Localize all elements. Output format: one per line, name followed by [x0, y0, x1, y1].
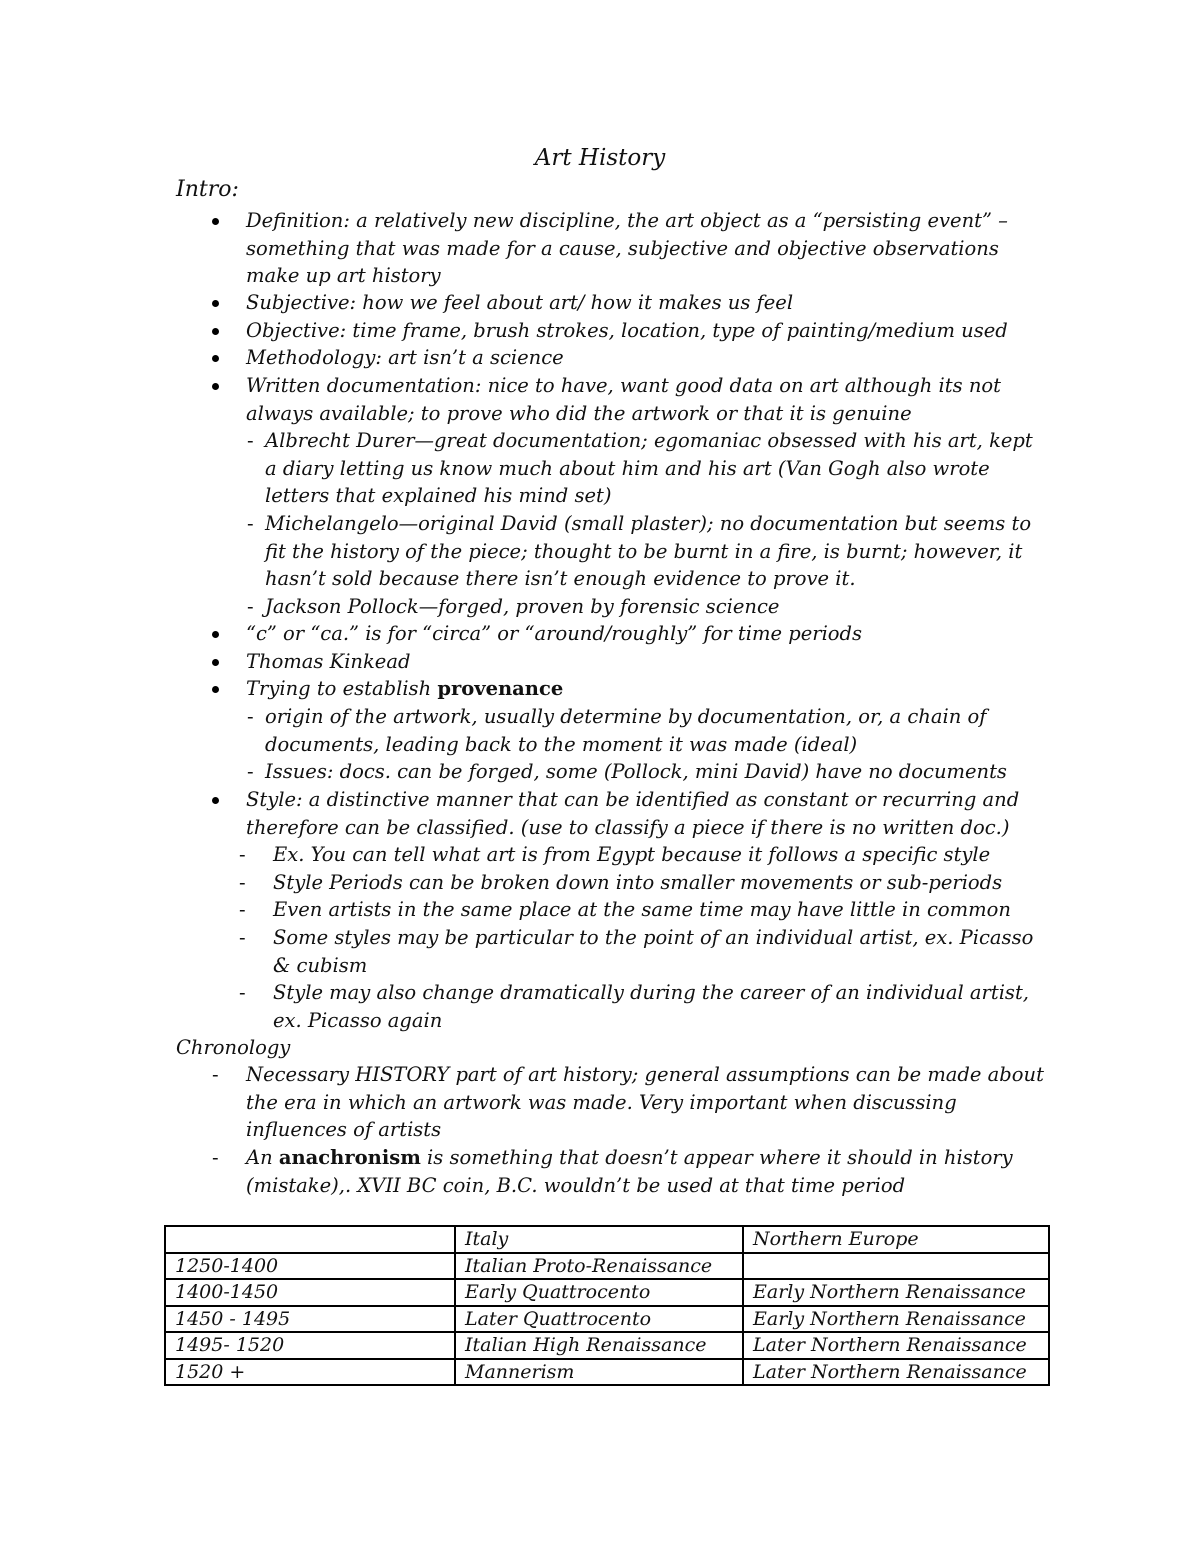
table-cell: 1520 +: [165, 1359, 455, 1386]
sub-item-style-periods: - Style Periods can be broken down into smaller movements or sub-periods: [273, 869, 1002, 897]
sub-item-style-change: - Style may also change dramatically during the career of an individual artist, ex. Picasso again: [239, 981, 1029, 1032]
dash-icon: -: [239, 871, 246, 894]
bullet-icon: [212, 659, 219, 666]
bullet-icon: [212, 300, 219, 307]
bullet-icon: [212, 797, 219, 804]
bullet-icon: [212, 328, 219, 335]
list-item-style: Style: a distinctive manner that can be identified as constant or recurring and therefore can be classified. (use to classify a piece if there is no written doc.): [246, 786, 1019, 841]
list-item-subjective: Subjective: how we feel about art/ how it makes us feel: [246, 289, 793, 317]
chronology-heading: Chronology: [176, 1036, 291, 1059]
sub-item-michelangelo: - Michelangelo—original David (small plaster); no documentation but seems to fit the history of the piece; thought to be burnt in a fire, is burnt; however, it hasn’t sold because there isn’t enough evidence to prove it.: [247, 512, 1032, 590]
table-cell: Early Northern Renaissance: [743, 1279, 1049, 1306]
table-cell: Italian Proto-Renaissance: [455, 1253, 743, 1280]
sub-item-anachronism: - An anachronism is something that doesn’t appear where it should in history (mistake),. XVII BC coin, B.C. wouldn’t be used at that time period: [212, 1146, 1013, 1197]
dash-icon: -: [212, 1063, 219, 1086]
dash-icon: -: [239, 981, 246, 1004]
list-item-provenance: Trying to establish provenance: [246, 675, 563, 703]
bullet-icon: [212, 686, 219, 693]
table-header-cell: Italy: [455, 1226, 743, 1253]
provenance-term: provenance: [437, 677, 564, 700]
intro-heading: Intro:: [176, 177, 239, 202]
anachronism-term: anachronism: [278, 1146, 421, 1169]
sub-item-durer: - Albrecht Durer—great documentation; egomaniac obsessed with his art, kept a diary letting us know much about him and his art (Van Gogh also wrote letters that explained his mind set): [247, 429, 1033, 507]
table-header-row: [165, 1226, 1049, 1253]
dash-icon: -: [247, 429, 254, 452]
period-table: [164, 1225, 1050, 1386]
table-cell: Early Northern Renaissance: [743, 1306, 1049, 1333]
dash-icon: -: [239, 843, 246, 866]
bullet-icon: [212, 631, 219, 638]
table-header-cell: [165, 1226, 455, 1253]
table-cell: 1400-1450: [165, 1279, 455, 1306]
list-item-objective: Objective: time frame, brush strokes, location, type of painting/medium used: [246, 317, 1008, 345]
dash-icon: -: [239, 926, 246, 949]
table-cell: 1450 - 1495: [165, 1306, 455, 1333]
table-cell: Mannerism: [455, 1359, 743, 1386]
table-cell: Later Quattrocento: [455, 1306, 743, 1333]
list-item-kinkead: Thomas Kinkead: [246, 648, 410, 676]
table-row: [165, 1279, 1049, 1306]
sub-item-style-artists: - Even artists in the same place at the same time may have little in common: [273, 896, 1011, 924]
dash-icon: -: [247, 512, 254, 535]
table-row: [165, 1332, 1049, 1359]
table-cell: 1250-1400: [165, 1253, 455, 1280]
sub-item-origin: - origin of the artwork, usually determine by documentation, or, a chain of documents, leading back to the moment it was made (ideal): [247, 705, 987, 756]
table-row: [165, 1253, 1049, 1280]
list-item-circa: “c” or “ca.” is for “circa” or “around/roughly” for time periods: [246, 620, 862, 648]
bullet-icon: [212, 355, 219, 362]
table-row: [165, 1306, 1049, 1333]
sub-item-necessary-history: - Necessary HISTORY part of art history; general assumptions can be made about the era in which an artwork was made. Very important when discussing influences of artists: [212, 1063, 1044, 1141]
sub-item-style-picasso: - Some styles may be particular to the point of an individual artist, ex. Picasso & cubism: [239, 926, 1034, 977]
list-item-written-documentation: Written documentation: nice to have, want good data on art although its not always available; to prove who did the artwork or that it is genuine: [246, 372, 1001, 427]
table-cell: Later Northern Renaissance: [743, 1332, 1049, 1359]
sub-item-issues: - Issues: docs. can be forged, some (Pollock, mini David) have no documents: [265, 758, 1007, 786]
bullet-icon: [212, 218, 219, 225]
dash-icon: -: [247, 705, 254, 728]
list-item-definition: Definition: a relatively new discipline, the art object as a “persisting event” – something that was made for a cause, subjective and objective observations make up art history: [246, 207, 1008, 290]
table-header-cell: Northern Europe: [743, 1226, 1049, 1253]
dash-icon: -: [247, 595, 254, 618]
dash-icon: -: [212, 1146, 219, 1169]
sub-item-pollock: - Jackson Pollock—forged, proven by forensic science: [265, 593, 779, 621]
sub-item-style-egypt: - Ex. You can tell what art is from Egypt because it follows a specific style: [273, 841, 990, 869]
table-cell: Later Northern Renaissance: [743, 1359, 1049, 1386]
table-cell: Italian High Renaissance: [455, 1332, 743, 1359]
bullet-icon: [212, 383, 219, 390]
table-cell: 1495- 1520: [165, 1332, 455, 1359]
table-cell: Early Quattrocento: [455, 1279, 743, 1306]
dash-icon: -: [239, 898, 246, 921]
table-cell: [743, 1253, 1049, 1280]
table-row: [165, 1359, 1049, 1386]
page-title: Art History: [534, 145, 666, 171]
dash-icon: -: [247, 760, 254, 783]
list-item-methodology: Methodology: art isn’t a science: [246, 344, 564, 372]
